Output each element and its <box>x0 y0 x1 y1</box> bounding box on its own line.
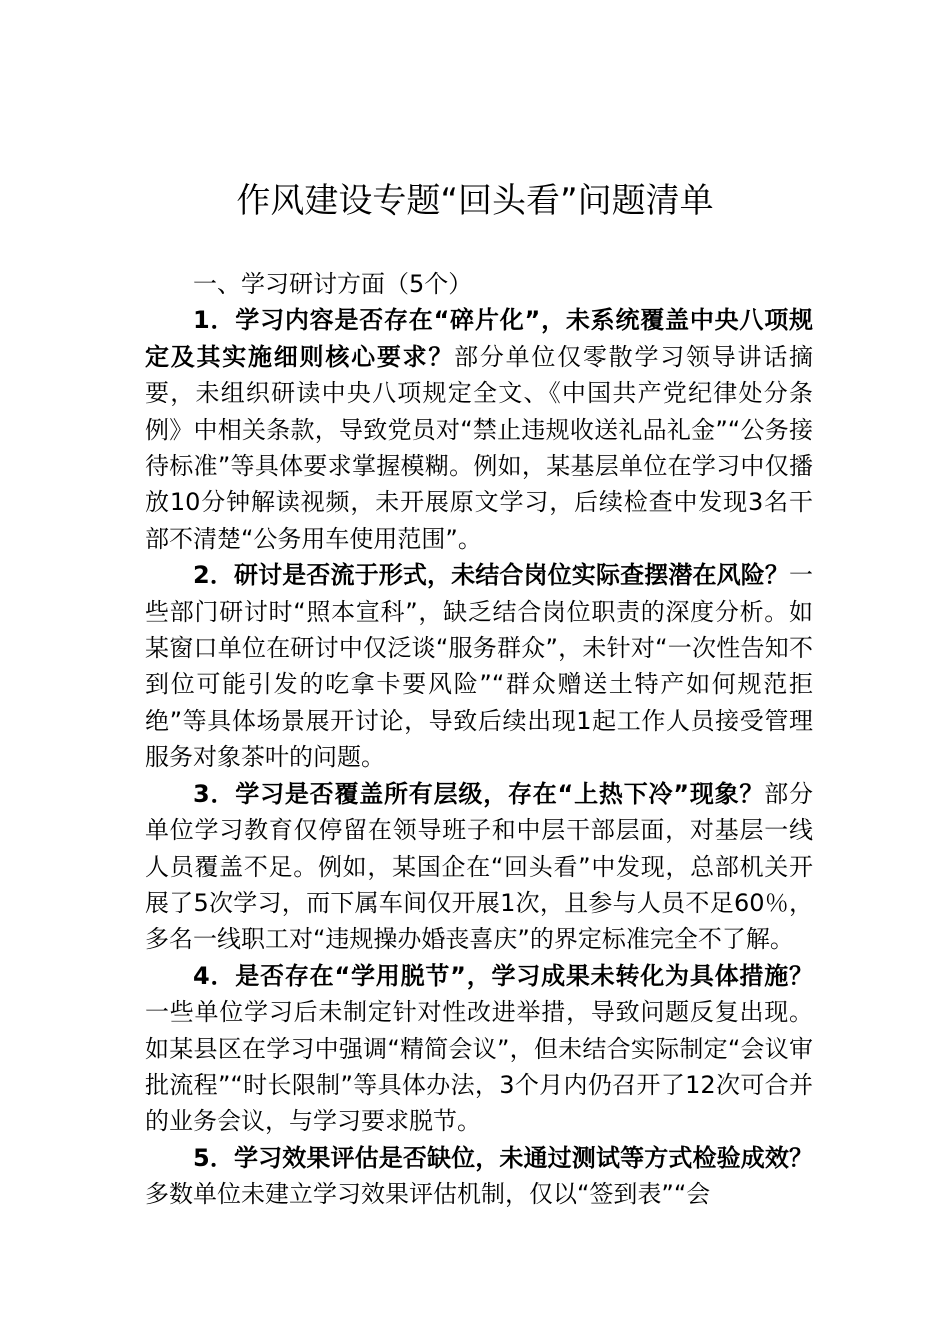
item-question: 5．学习效果评估是否缺位，未通过测试等方式检验成效？ <box>193 1143 813 1172</box>
item-question: 3．学习是否覆盖所有层级，存在“上热下冷”现象？ <box>193 779 765 808</box>
item-question: 4．是否存在“学用脱节”，学习成果未转化为具体措施？ <box>193 961 813 990</box>
item-text: 部分单位仅零散学习领导讲话摘要，未组织研读中央八项规定全文、《中国共产党纪律处分条例》中相关条款，导致党员对“禁止违规收送礼品礼金”“公务接待标准”等具体要求掌握模糊。例如，某基层单位在学习中仅播放10分钟解读视频，未开展原文学习，后续检查中发现3名干部不清楚“公务用车使用范围”。 <box>145 342 814 553</box>
document-title: 作风建设专题“回头看”问题清单 <box>236 181 714 221</box>
list-item <box>145 302 813 557</box>
item-text: 部分单位学习教育仅停留在领导班子和中层干部层面，对基层一线人员覆盖不足。例如，某国企在“回头看”中发现，总部机关开展了5次学习，而下属车间仅开展1次，且参与人员不足60％，多名一线职工对“违规操办婚丧喜庆”的界定标准完全不了解。 <box>145 779 814 954</box>
section-heading: 一、学习研讨方面（5个） <box>193 270 473 298</box>
item-question: 2．研讨是否流于形式，未结合岗位实际查摆潜在风险？ <box>193 561 789 590</box>
list-item <box>145 557 813 775</box>
item-text: 多数单位未建立学习效果评估机制，仅以“签到表”“会 <box>145 1180 711 1209</box>
list-item <box>145 958 813 1140</box>
item-text: 一些部门研讨时“照本宣科”，缺乏结合岗位职责的深度分析。如某窗口单位在研讨中仅泛谈“服务群众”，未针对“一次性告知不到位可能引发的吃拿卡要风险”“群众赠送土特产如何规范拒绝”等具体场景展开讨论，导致后续出现1起工作人员接受管理服务对象茶叶的问题。 <box>145 561 813 772</box>
list-item <box>145 1140 813 1213</box>
document-body <box>145 266 813 1213</box>
item-question: 1．学习内容是否存在“碎片化”，未系统覆盖中央八项规定及其实施细则核心要求？ <box>145 306 813 371</box>
list-item <box>145 776 813 958</box>
item-text: 一些单位学习后未制定针对性改进举措，导致问题反复出现。如某县区在学习中强调“精简会议”，但未结合实际制定“会议审批流程”“时长限制”等具体办法，3个月内仍召开了12次可合并的业务会议，与学习要求脱节。 <box>145 998 813 1136</box>
